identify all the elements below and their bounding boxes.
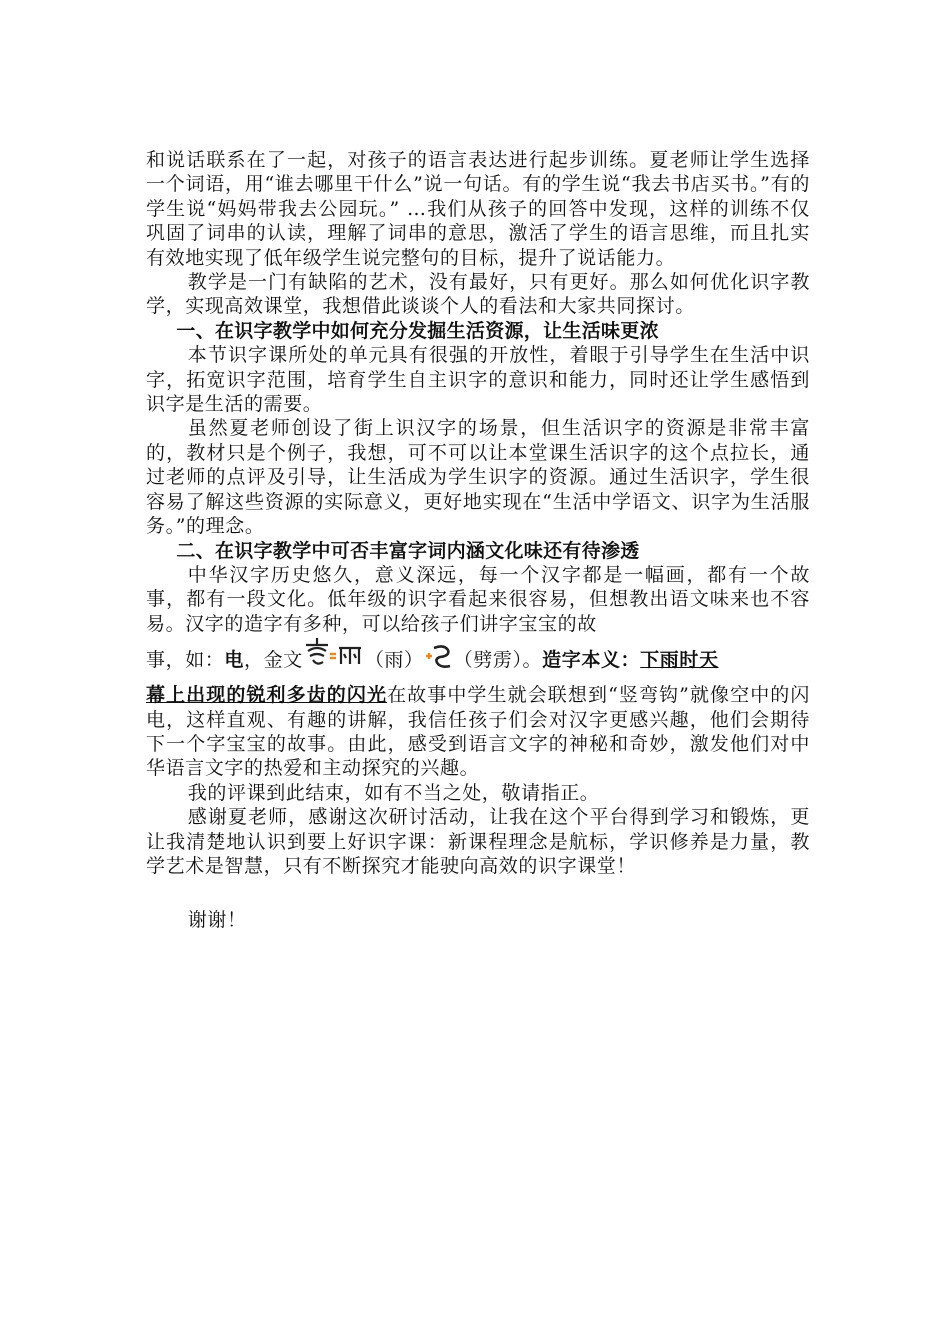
text-run: （雨） bbox=[364, 649, 424, 672]
paragraph-6 bbox=[146, 636, 810, 681]
paragraph-1: 和说话联系在了一起，对孩子的语言表达进行起步训练。夏老师让学生选择一个词语，用“谁去哪里干什么”说一句话。有的学生说“我去书店买书。”有的学生说“妈妈带我去公园玩。” …我们从孩子的回答中发现，这样的训练不仅巩固了词串的认读，理解了词串的意思，激活了学生的语言思维，而且扎实有效地实现了低年级学生说完整句的目标，提升了说话能力。 bbox=[146, 149, 810, 269]
text-run: ，金文 bbox=[244, 649, 303, 672]
text-run: 事，如： bbox=[146, 649, 225, 672]
section-heading-2: 二、在识字教学中可否丰富字词内涵文化味还有待渗透 bbox=[176, 539, 640, 562]
paragraph-3: 本节识字课所处的单元具有很强的开放性，着眼于引导学生在生活中识字，拓宽识字范围，培育学生自主识字的意识和能力，同时还让学生感悟到识字是生活的需要。 bbox=[146, 344, 810, 416]
text-run: （劈雳）。 bbox=[453, 649, 543, 672]
spacer bbox=[146, 878, 810, 908]
paragraph-8: 我的评课到此结束，如有不当之处，敬请指正。 bbox=[187, 781, 600, 804]
paragraph-4: 虽然夏老师创设了街上识汉字的场景，但生活识字的资源是非常丰富的，教材只是个例子，我想，可不可以让本堂课生活识字的这个点拉长，通过老师的点评及引导，让生活成为学生识字的资源。通过生活识字，学生很容易了解这些资源的实际意义，更好地实现在“生活中学语文、识字为生活服务。”的理念。 bbox=[146, 417, 810, 538]
definition-text-cont: 幕上出现的锐利多齿的闪光 bbox=[146, 684, 388, 707]
closing-thanks: 谢谢！ bbox=[187, 909, 247, 932]
document-body bbox=[146, 148, 810, 933]
lightning-glyph-icon bbox=[424, 642, 454, 672]
paragraph-5: 中华汉字历史悠久，意义深远，每一个汉字都是一幅画，都有一个故事，都有一段文化。低年级的识字看起来很容易，但想教出语文味来也不容易。汉字的造字有多种，可以给孩子们讲字宝宝的故 bbox=[146, 563, 810, 635]
text-run: 在故事中学生就会联想到“竖弯钩”就像空中的闪电，这样直观、有趣的讲解，我信任孩子们会对汉字更感兴趣，他们会期待下一个字宝宝的故事。由此，感受到语言文字的神秘和奇妙，激发他们对中华语言文字的热爱和主动探究的兴趣。 bbox=[146, 684, 810, 780]
paragraph-7 bbox=[146, 683, 810, 781]
paragraph-2: 教学是一门有缺陷的艺术，没有最好，只有更好。那么如何优化识字教学，实现高效课堂，我想借此谈谈个人的看法和大家共同探讨。 bbox=[146, 271, 810, 318]
jinwen-rain-glyph-icon bbox=[303, 636, 365, 672]
definition-label: 造字本义： bbox=[542, 649, 641, 672]
definition-text: 下雨时天 bbox=[640, 649, 719, 672]
paragraph-9: 感谢夏老师，感谢这次研讨活动，让我在这个平台得到学习和锻炼，更让我清楚地认识到要上好识字课：新课程理念是航标，学识修养是力量，教学艺术是智慧，只有不断探究才能驶向高效的识字课堂！ bbox=[146, 806, 810, 877]
char-dian: 电 bbox=[224, 649, 245, 672]
section-heading-1: 一、在识字教学中如何充分发掘生活资源，让生活味更浓 bbox=[176, 319, 659, 342]
